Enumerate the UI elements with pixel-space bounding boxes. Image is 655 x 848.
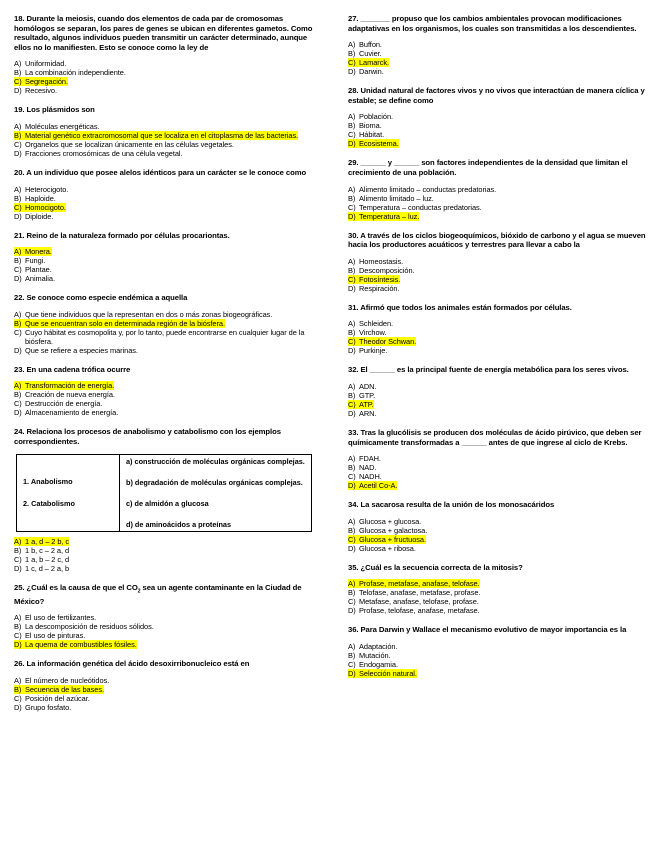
question-text: 33. Tras la glucólisis se producen dos moléculas de ácido pirúvico, que deben ser químicamente transformadas a ______ antes de que ingrese al ciclo de Krebs. (348, 427, 642, 447)
left-column (14, 14, 316, 722)
option-text: Uniformidad. (25, 59, 67, 69)
option-d[interactable] (348, 409, 648, 418)
option-a-correct[interactable] (14, 247, 316, 256)
option-text: Lamarck. (359, 58, 389, 68)
option-letter: D) (348, 346, 356, 356)
option-a[interactable] (14, 122, 316, 131)
question-text: 26. La información genética del ácido desoxirribonucleico está en (14, 659, 250, 669)
option-text: La quema de combustibles fósiles. (25, 640, 137, 650)
option-c[interactable] (348, 660, 648, 669)
question-23 (14, 365, 316, 418)
option-letter: D) (348, 67, 356, 77)
option-a-correct[interactable] (14, 537, 316, 546)
option-letter: C) (348, 202, 356, 212)
option-letter: C) (348, 130, 356, 140)
options-list (348, 319, 648, 355)
option-letter: C) (348, 58, 359, 67)
option-letter: A) (348, 579, 359, 588)
options-list (14, 310, 316, 355)
option-d[interactable] (14, 212, 316, 221)
option-text: NADH. (359, 472, 382, 482)
question-text: 32. El ______ es la principal fuente de energía metabólica para los seres vivos. (348, 365, 629, 375)
option-letter: A) (348, 454, 356, 464)
option-c[interactable] (14, 555, 316, 564)
option-letter: B) (348, 265, 356, 275)
option-text: ATP. (359, 399, 374, 409)
examples-cell (120, 454, 312, 531)
option-c[interactable] (14, 140, 316, 149)
option-text: Descomposición. (359, 265, 415, 275)
question-26 (14, 659, 316, 712)
option-text: Glucosa + ribosa. (359, 543, 416, 553)
option-letter: A) (348, 381, 356, 391)
question-text: 18. Durante la meiosis, cuando dos elementos de cada par de cromosomas homólogos se separan, los pares de genes se ubican en diferentes gametos. Como resultado, algunos individuos pueden transmitir un carácter determinado, aunque ellos no lo manifiesten. Esto se conoce como la ley de (14, 14, 313, 52)
option-letter: C) (14, 327, 22, 337)
option-letter: B) (14, 256, 22, 266)
option-text: Fotosíntesis. (359, 274, 401, 284)
option-letter: B) (348, 49, 356, 59)
options-list (14, 613, 316, 649)
option-c[interactable] (14, 328, 316, 346)
question-text: 27. _______ propuso que los cambios ambientales provocan modificaciones adaptativas en los organismos, los cuales son transmitidas a los descendientes. (348, 14, 637, 33)
option-letter: D) (14, 702, 22, 712)
option-letter: B) (14, 68, 22, 78)
option-d[interactable] (14, 346, 316, 355)
option-letter: C) (14, 77, 25, 86)
option-b[interactable] (348, 463, 648, 472)
option-text: Que se refiere a especies marinas. (25, 345, 138, 355)
question-36 (348, 625, 648, 678)
options-list (14, 676, 316, 712)
option-a[interactable] (348, 185, 648, 194)
option-d[interactable] (348, 544, 648, 553)
option-letter: D) (348, 669, 359, 678)
option-text: El uso de fertilizantes. (25, 613, 97, 623)
option-text: Hábitat. (359, 130, 385, 140)
option-c[interactable] (14, 265, 316, 274)
option-letter: A) (348, 641, 356, 651)
option-a-correct[interactable] (348, 579, 648, 588)
question-text: 30. A través de los ciclos biogeoquímicos, bióxido de carbono y el agua se mueven hacia los productores acuáticos y terrestres para llevar a cabo la (348, 230, 646, 250)
option-d-correct[interactable] (348, 212, 648, 221)
option-text: Profase, telofase, anafase, metafase. (359, 606, 480, 616)
option-letter: D) (348, 606, 356, 616)
option-b[interactable] (348, 328, 648, 337)
option-text: El uso de pinturas. (25, 631, 86, 641)
options-list (14, 185, 316, 221)
question-text: 21. Reino de la naturaleza formado por células procariontas. (14, 230, 230, 240)
option-c[interactable] (14, 631, 316, 640)
options-list (348, 382, 648, 418)
option-c-correct[interactable] (14, 77, 316, 86)
option-letter: D) (14, 408, 22, 418)
options-list (348, 257, 648, 293)
option-letter: C) (348, 535, 359, 544)
option-text: Que se encuentran solo en determinada región de la biósfera. (25, 318, 225, 328)
option-text: El número de nucleótidos. (25, 675, 110, 685)
example-d: d) de aminoácidos a proteínas (126, 519, 232, 529)
option-b[interactable] (348, 526, 648, 535)
option-letter: C) (14, 631, 22, 641)
option-letter: A) (14, 381, 25, 390)
option-d[interactable] (348, 606, 648, 615)
option-text: Schleiden. (359, 319, 394, 329)
question-text-after: sea un agente contaminante en la Ciudad de México? (14, 582, 302, 606)
option-letter: A) (14, 675, 22, 685)
option-text: Darwin. (359, 67, 384, 77)
option-text: Theodor Schwan. (359, 337, 417, 347)
option-text: Posición del azúcar. (25, 693, 90, 703)
option-b[interactable] (14, 622, 316, 631)
option-text: Selección natural. (359, 668, 417, 678)
option-text: Glucosa + galactosa. (359, 525, 428, 535)
option-a[interactable] (14, 59, 316, 68)
option-text: ARN. (359, 408, 377, 418)
option-b[interactable] (14, 68, 316, 77)
example-b: b) degradación de moléculas orgánicas complejas. (126, 477, 303, 487)
option-letter: D) (14, 86, 22, 96)
option-a[interactable] (14, 676, 316, 685)
option-text: Recesivo. (25, 86, 57, 96)
option-a[interactable] (348, 40, 648, 49)
options-list (14, 59, 316, 95)
option-b[interactable] (14, 390, 316, 399)
question-text: 24. Relaciona los procesos de anabolismo y catabolismo con los ejemplos correspondientes. (14, 427, 281, 446)
option-c[interactable] (348, 472, 648, 481)
option-text: Secuencia de las bases. (25, 684, 104, 694)
option-text: Cuyo hábitat es cosmopolita y, por lo tanto, puede encontrarse en cualquier lugar de la biósfera. (25, 327, 305, 346)
process-catabolismo: 2. Catabolismo (23, 499, 75, 509)
option-c-correct[interactable] (348, 400, 648, 409)
option-text: Población. (359, 112, 394, 122)
option-letter: D) (14, 211, 22, 221)
option-a[interactable] (348, 382, 648, 391)
option-d-correct[interactable] (14, 640, 316, 649)
option-letter: A) (348, 319, 356, 329)
option-text: Creación de nueva energía. (25, 390, 115, 400)
option-letter: A) (14, 309, 22, 319)
option-text: Fracciones cromosómicas de una célula vegetal. (25, 148, 183, 158)
question-text: 28. Unidad natural de factores vivos y no vivos que interactúan de manera cíclica y estable; se define como (348, 86, 645, 105)
option-a[interactable] (348, 257, 648, 266)
option-letter: D) (14, 563, 22, 573)
option-d[interactable] (14, 564, 316, 573)
option-b-correct[interactable] (14, 131, 316, 140)
option-letter: A) (348, 256, 356, 266)
option-letter: B) (14, 193, 22, 203)
option-c[interactable] (348, 130, 648, 139)
question-text: 31. Afirmó que todos los animales están formados por células. (348, 302, 572, 312)
option-text: Respiración. (359, 283, 400, 293)
option-letter: C) (14, 554, 22, 564)
option-letter: B) (14, 390, 22, 400)
option-letter: B) (14, 622, 22, 632)
question-text: 19. Los plásmidos son (14, 105, 95, 115)
question-30 (348, 231, 648, 293)
option-letter: B) (348, 390, 356, 400)
subscript: 2 (137, 588, 141, 595)
option-a[interactable] (14, 185, 316, 194)
option-letter: D) (348, 481, 359, 490)
question-21 (14, 231, 316, 284)
option-a-correct[interactable] (14, 381, 316, 390)
option-letter: D) (348, 283, 356, 293)
option-letter: A) (348, 184, 356, 194)
option-letter: B) (348, 463, 356, 473)
option-text: Monera. (25, 247, 52, 257)
option-text: Ecosistema. (359, 139, 399, 149)
option-d[interactable] (348, 346, 648, 355)
option-a[interactable] (348, 112, 648, 121)
option-letter: C) (14, 139, 22, 149)
option-b[interactable] (348, 49, 648, 58)
option-text: Material genético extracromosomal que se localiza en el citoplasma de las bacterias. (25, 130, 299, 140)
option-text: Organelos que se localizan únicamente en las células vegetales. (25, 139, 234, 149)
option-a[interactable] (348, 642, 648, 651)
option-letter: B) (14, 545, 22, 555)
option-text: Homocigoto. (25, 202, 66, 212)
option-text: Homeostasis. (359, 256, 404, 266)
question-19 (14, 105, 316, 158)
option-c-correct[interactable] (348, 275, 648, 284)
option-b[interactable] (348, 121, 648, 130)
option-text: Transformación de energía. (25, 381, 115, 391)
option-text: Profase, metafase, anafase, telofase. (359, 579, 480, 589)
option-letter: B) (348, 121, 356, 131)
option-letter: A) (348, 40, 356, 50)
processes-cell (17, 454, 120, 531)
option-text: Metafase, anafase, telofase, profase. (359, 597, 479, 607)
options-list (14, 122, 316, 158)
options-list (348, 185, 648, 221)
option-letter: B) (348, 650, 356, 660)
option-text: Destrucción de energía. (25, 399, 103, 409)
option-text: Temperatura – luz. (359, 211, 420, 221)
option-text: Buffon. (359, 40, 382, 50)
question-29 (348, 158, 648, 220)
question-text (14, 583, 316, 607)
option-letter: B) (348, 193, 356, 203)
option-letter: C) (348, 472, 356, 482)
option-letter: A) (14, 59, 22, 69)
question-20 (14, 168, 316, 221)
options-list (14, 537, 316, 573)
process-anabolismo: 1. Anabolismo (23, 477, 73, 487)
option-d[interactable] (14, 408, 316, 417)
option-text: 1 b, c – 2 a, d (25, 545, 70, 555)
option-letter: B) (14, 131, 25, 140)
options-list (348, 517, 648, 553)
question-33 (348, 428, 648, 490)
option-text: Cuvier. (359, 49, 382, 59)
question-text: 22. Se conoce como especie endémica a aquella (14, 293, 188, 303)
option-text: Mutación. (359, 650, 391, 660)
option-text: Alimento limitado – conductas predatorias. (359, 184, 497, 194)
option-letter: A) (348, 516, 356, 526)
option-b-correct[interactable] (14, 685, 316, 694)
option-text: Diploide. (25, 211, 54, 221)
option-text: Acetil Co-A. (359, 481, 398, 491)
question-text: 34. La sacarosa resulta de la unión de los monosacáridos (348, 500, 555, 510)
options-list (348, 454, 648, 490)
option-c[interactable] (14, 399, 316, 408)
option-letter: D) (348, 543, 356, 553)
option-a[interactable] (14, 310, 316, 319)
question-18 (14, 14, 316, 95)
option-a[interactable] (14, 613, 316, 622)
question-text: 29. ______ y ______ son factores independientes de la densidad que limitan el crecimiento de una población. (348, 158, 628, 177)
question-34 (348, 500, 648, 553)
option-text: Glucosa + glucosa. (359, 516, 422, 526)
option-text: Animalia. (25, 274, 55, 284)
option-letter: D) (348, 408, 356, 418)
question-28 (348, 86, 648, 148)
option-d[interactable] (14, 274, 316, 283)
option-d-correct[interactable] (348, 481, 648, 490)
option-letter: A) (14, 247, 25, 256)
option-letter: D) (14, 345, 22, 355)
option-letter: A) (348, 112, 356, 122)
option-letter: C) (348, 275, 359, 284)
option-text: Endogamia. (359, 659, 398, 669)
option-c-correct[interactable] (348, 337, 648, 346)
question-35 (348, 563, 648, 616)
option-text: Almacenamiento de energía. (25, 408, 119, 418)
question-22 (14, 293, 316, 355)
option-text: FDAH. (359, 454, 381, 464)
options-list (348, 579, 648, 615)
option-c[interactable] (348, 597, 648, 606)
option-d[interactable] (14, 86, 316, 95)
option-b[interactable] (348, 266, 648, 275)
option-letter: C) (348, 597, 356, 607)
option-text: Grupo fosfato. (25, 702, 72, 712)
option-letter: C) (14, 399, 22, 409)
question-text: 36. Para Darwin y Wallace el mecanismo evolutivo de mayor importancia es la (348, 625, 627, 635)
question-31 (348, 303, 648, 356)
option-letter: A) (14, 184, 22, 194)
example-c: c) de almidón a glucosa (126, 498, 209, 508)
matching-table (16, 454, 312, 532)
options-list (14, 247, 316, 283)
question-text: 35. ¿Cuál es la secuencia correcta de la mitosis? (348, 562, 523, 572)
option-a[interactable] (348, 454, 648, 463)
option-text: Alimento limitado – luz. (359, 193, 434, 203)
option-b[interactable] (348, 588, 648, 597)
option-letter: B) (348, 525, 356, 535)
option-d-correct[interactable] (348, 139, 648, 148)
option-b[interactable] (348, 391, 648, 400)
option-c[interactable] (348, 203, 648, 212)
option-text: La descomposición de residuos sólidos. (25, 622, 154, 632)
question-text: 23. En una cadena trófica ocurre (14, 364, 131, 374)
option-letter: D) (14, 274, 22, 284)
option-letter: D) (14, 148, 22, 158)
option-letter: C) (348, 659, 356, 669)
option-c-correct[interactable] (14, 203, 316, 212)
option-d-correct[interactable] (348, 669, 648, 678)
option-letter: C) (14, 203, 25, 212)
option-c-correct[interactable] (348, 535, 648, 544)
options-list (14, 381, 316, 417)
option-c-correct[interactable] (348, 58, 648, 67)
option-a[interactable] (348, 517, 648, 526)
option-text: Temperatura – conductas predatorias. (359, 202, 482, 212)
option-text: Fungi. (25, 256, 46, 266)
option-a[interactable] (348, 319, 648, 328)
question-27 (348, 14, 648, 76)
option-text: Heterocigoto. (25, 184, 69, 194)
option-letter: D) (14, 640, 25, 649)
option-text: Purkinje. (359, 346, 388, 356)
option-text: GTP. (359, 390, 376, 400)
option-b[interactable] (14, 194, 316, 203)
option-letter: B) (348, 328, 356, 338)
option-text: Haploide. (25, 193, 56, 203)
option-b[interactable] (14, 546, 316, 555)
question-text-before: 25. ¿Cuál es la causa de que el CO (14, 582, 138, 592)
option-b-correct[interactable] (14, 319, 316, 328)
option-letter: D) (348, 212, 359, 221)
option-text: Bioma. (359, 121, 382, 131)
question-25 (14, 583, 316, 650)
options-list (348, 40, 648, 76)
option-d[interactable] (348, 284, 648, 293)
option-text: Virchow. (359, 328, 387, 338)
option-d[interactable] (348, 67, 648, 76)
option-text: Glucosa + fructuosa. (359, 534, 426, 544)
option-letter: B) (348, 588, 356, 598)
option-letter: C) (14, 265, 22, 275)
option-text: ADN. (359, 381, 377, 391)
option-text: Que tiene individuos que la representan en dos o más zonas biogeográficas. (25, 309, 273, 319)
options-list (348, 112, 648, 148)
option-letter: B) (14, 685, 25, 694)
option-letter: A) (14, 121, 22, 131)
option-text: Plantae. (25, 265, 52, 275)
option-b[interactable] (348, 194, 648, 203)
option-letter: C) (348, 337, 359, 346)
option-b[interactable] (14, 256, 316, 265)
options-list (348, 642, 648, 678)
option-c[interactable] (14, 694, 316, 703)
option-text: NAD. (359, 463, 377, 473)
option-letter: A) (14, 613, 22, 623)
question-32 (348, 365, 648, 418)
option-text: 1 a, d – 2 b, c (25, 536, 70, 546)
option-text: 1 c, d – 2 a, b (25, 563, 70, 573)
option-b[interactable] (348, 651, 648, 660)
option-letter: A) (14, 537, 25, 546)
option-text: 1 a, b – 2 c, d (25, 554, 70, 564)
option-text: Segregación. (25, 77, 68, 87)
question-24 (14, 427, 316, 572)
option-letter: B) (14, 319, 25, 328)
option-d[interactable] (14, 149, 316, 158)
right-column (348, 14, 648, 688)
option-text: Moléculas energéticas. (25, 121, 100, 131)
question-text: 20. A un individuo que posee alelos idénticos para un carácter se le conoce como (14, 167, 307, 177)
example-a: a) construcción de moléculas orgánicas complejas. (126, 456, 305, 466)
option-text: La combinación independiente. (25, 68, 126, 78)
option-d[interactable] (14, 703, 316, 712)
option-text: Telofase, anafase, metafase, profase. (359, 588, 481, 598)
option-letter: C) (348, 400, 359, 409)
option-letter: D) (348, 139, 359, 148)
option-letter: C) (14, 693, 22, 703)
option-text: Adaptación. (359, 641, 398, 651)
